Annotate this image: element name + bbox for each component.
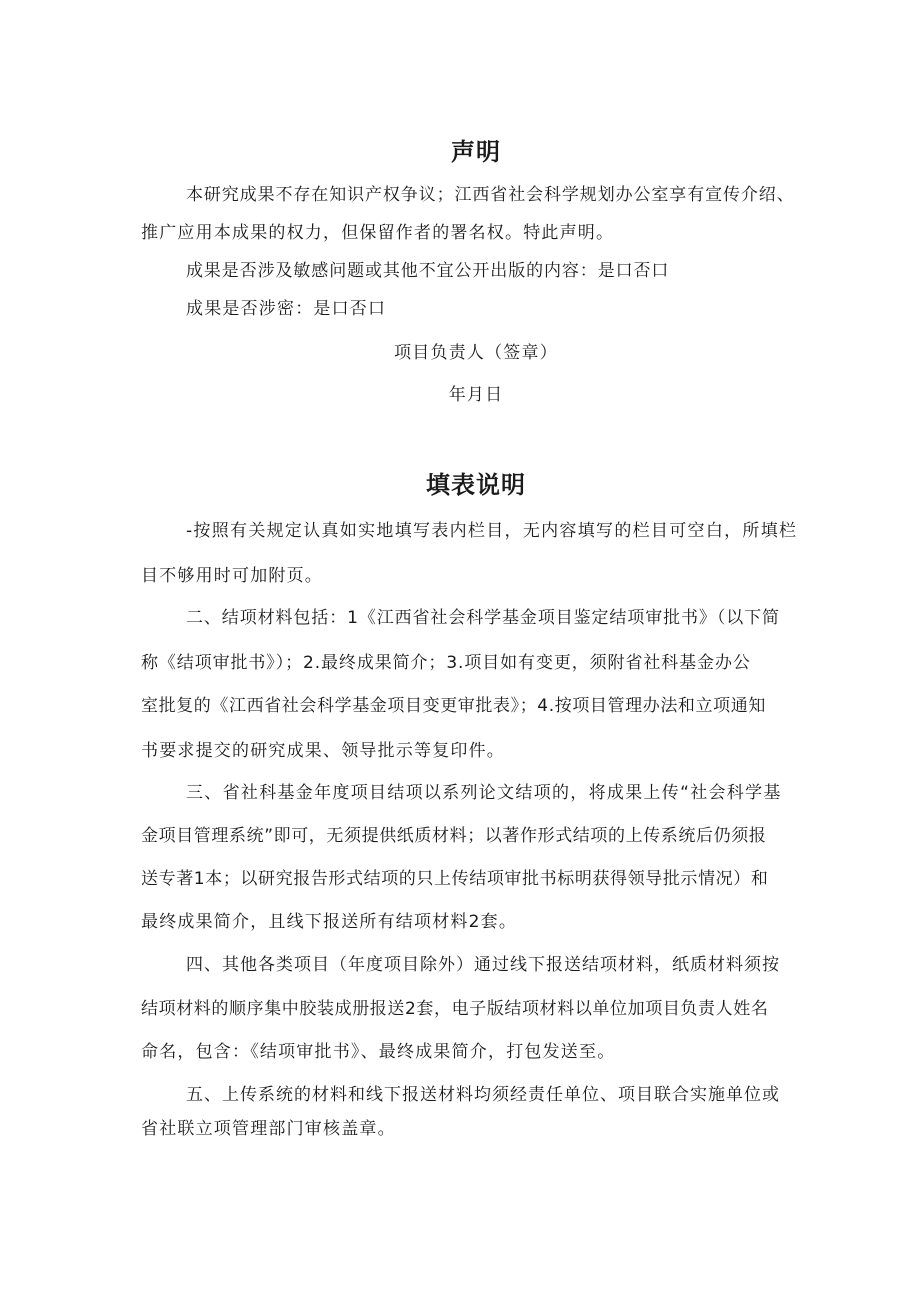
instructions-title: 填表说明 xyxy=(426,471,526,499)
instruction-line: 五、上传系统的材料和线下报送材料均须经责任单位、项目联合实施单位或 xyxy=(186,1085,780,1105)
instruction-line: 省社联立项管理部门审核盖章。 xyxy=(141,1119,396,1139)
instruction-line: 二、结项材料包括：1《江西省社会科学基金项目鉴定结项审批书》（以下简 xyxy=(186,608,780,628)
sensitive-content-question: 成果是否涉及敏感问题或其他不宜公开出版的内容：是口否口 xyxy=(186,261,670,281)
instruction-line: 金项目管理系统”即可，无须提供纸质材料；以著作形式结项的上传系统后仍须报 xyxy=(141,826,767,846)
instruction-line: 目不够用时可加附页。 xyxy=(141,566,323,586)
declaration-line: 推广应用本成果的权力，但保留作者的署名权。特此声明。 xyxy=(141,223,615,243)
instruction-line: 送专著1本；以研究报告形式结项的只上传结项审批书标明获得领导批示情况）和 xyxy=(141,869,769,889)
instruction-line: 三、省社科基金年度项目结项以系列论文结项的，将成果上传“社会科学基 xyxy=(186,783,782,803)
instruction-line: 四、其他各类项目（年度项目除外）通过线下报送结项材料，纸质材料须按 xyxy=(186,955,780,975)
instruction-line: 最终成果简介，且线下报送所有结项材料2套。 xyxy=(141,912,518,932)
signature-label: 项目负责人（签章） xyxy=(394,343,558,363)
instruction-line: -按照有关规定认真如实地填写表内栏目，无内容填写的栏目可空白，所填栏 xyxy=(186,521,798,541)
classified-question: 成果是否涉密：是口否口 xyxy=(186,299,387,319)
instruction-line: 室批复的《江西省社会科学基金项目变更审批表》；4.按项目管理办法和立项通知 xyxy=(141,696,766,716)
instruction-line: 结项材料的顺序集中胶装成册报送2套，电子版结项材料以单位加项目负责人姓名 xyxy=(141,999,769,1019)
instruction-line: 书要求提交的研究成果、领导批示等复印件。 xyxy=(141,741,505,761)
declaration-line: 本研究成果不存在知识产权争议；江西省社会科学规划办公室享有宣传介绍、 xyxy=(186,185,795,205)
declaration-title: 声明 xyxy=(451,138,501,166)
instruction-line: 称《结项审批书》）；2.最终成果简介；3.项目如有变更，须附省社科基金办公 xyxy=(141,653,751,673)
instruction-line: 命名，包含：《结项审批书》、最终成果简介，打包发送至。 xyxy=(141,1042,616,1062)
date-label: 年月日 xyxy=(448,385,504,405)
